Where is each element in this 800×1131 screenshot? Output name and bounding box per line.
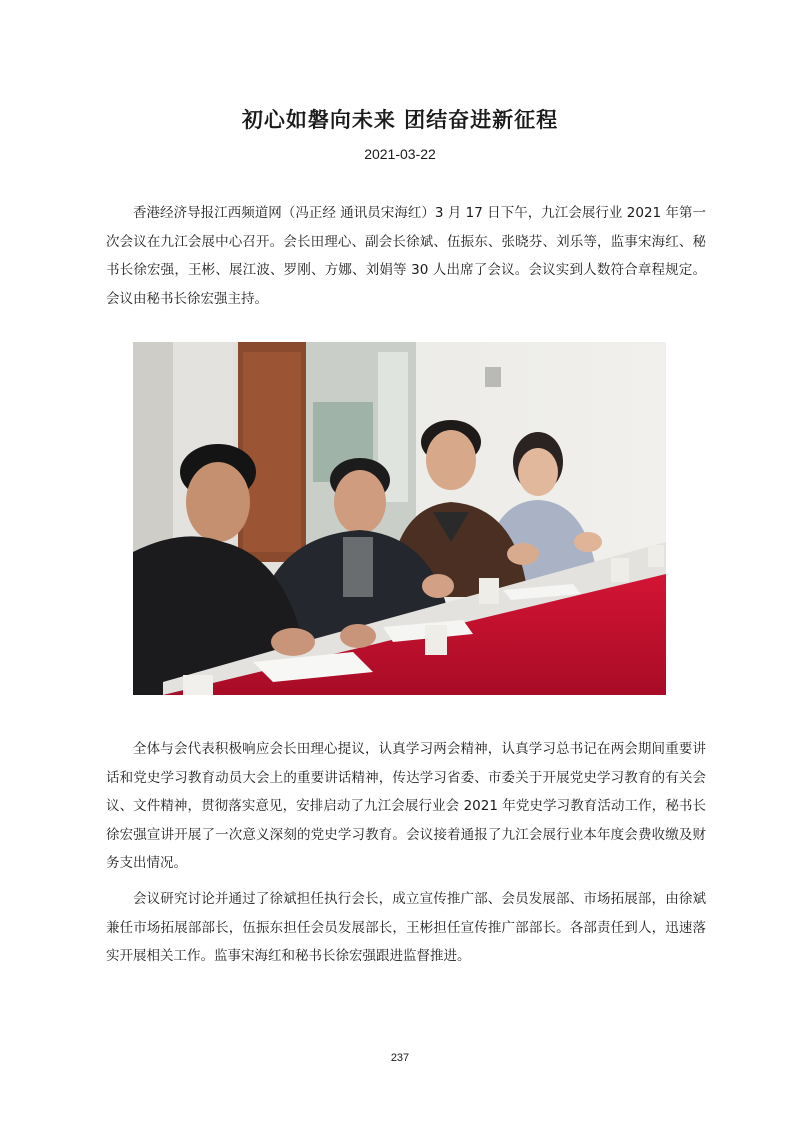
page-number: 237 bbox=[390, 1052, 410, 1064]
article-paragraph-1: 香港经济导报江西频道网（冯正经 通讯员宋海红）3 月 17 日下午，九江会展行业 2021 年第一次会议在九江会展中心召开。会长田理心、副会长徐斌、伍振东、张晓芬、刘乐等，监事宋海红、秘书长徐宏强，王彬、展江波、罗刚、方娜、刘娟等 30 人出席了会议。会议实到人数符合章程规定。会议由秘书长徐宏强主持。 bbox=[106, 205, 706, 307]
article-paragraph-3: 会议研究讨论并通过了徐斌担任执行会长，成立宣传推广部、会员发展部、市场拓展部，由徐斌兼任市场拓展部部长，伍振东担任会员发展部长，王彬担任宣传推广部部长。各部责任到人，迅速落实开展相关工作。监事宋海红和秘书长徐宏强跟进监督推进。 bbox=[106, 891, 706, 964]
article-title: 初心如磐向未来 团结奋进新征程 bbox=[241, 108, 559, 132]
meeting-photo bbox=[133, 342, 666, 695]
article-paragraph-2: 全体与会代表积极响应会长田理心提议，认真学习两会精神，认真学习总书记在两会期间重要讲话和党史学习教育动员大会上的重要讲话精神，传达学习省委、市委关于开展党史学习教育的有关会议、文件精神，贯彻落实意见，安排启动了九江会展行业会 2021 年党史学习教育活动工作，秘书长徐宏强宣讲开展了一次意义深刻的党史学习教育。会议接着通报了九江会展行业本年度会费收缴及财务支出情况。 bbox=[106, 741, 706, 871]
article-date: 2021-03-22 bbox=[364, 146, 436, 162]
